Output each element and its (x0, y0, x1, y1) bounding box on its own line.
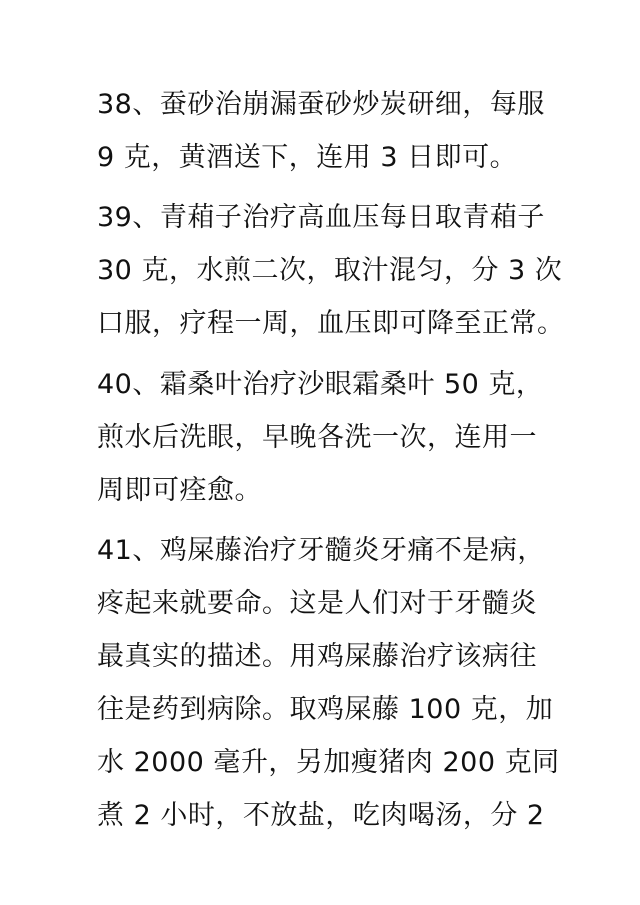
text-line: 39、青葙子治疗高血压每日取青葙子 (97, 202, 545, 233)
text-line: 口服，疗程一周，血压即可降至正常。 (97, 308, 565, 339)
text-line: 38、蚕砂治崩漏蚕砂炒炭研细，每服 (97, 89, 545, 120)
text-line: 9 克，黄酒送下，连用 3 日即可。 (97, 142, 518, 173)
text-line: 41、鸡屎藤治疗牙髓炎牙痛不是病， (97, 535, 545, 566)
paragraph-39 (97, 191, 565, 350)
text-line: 30 克，水煎二次，取汁混匀，分 3 次 (97, 255, 563, 286)
text-line: 40、霜桑叶治疗沙眼霜桑叶 50 克， (97, 369, 544, 400)
paragraph-41 (97, 524, 560, 842)
text-line: 周即可痊愈。 (97, 475, 262, 506)
text-line: 煮 2 小时，不放盐，吃肉喝汤，分 2 (97, 800, 545, 831)
text-line: 最真实的描述。用鸡屎藤治疗该病往 (97, 641, 537, 672)
text-line: 水 2000 毫升，另加瘦猪肉 200 克同 (97, 747, 560, 778)
paragraph-40 (97, 358, 557, 517)
text-line: 疼起来就要命。这是人们对于牙髓炎 (97, 588, 537, 619)
paragraph-38 (97, 78, 557, 184)
text-line: 煎水后洗眼，早晚各洗一次，连用一 (97, 422, 537, 453)
text-line: 往是药到病除。取鸡屎藤 100 克，加 (97, 694, 554, 725)
